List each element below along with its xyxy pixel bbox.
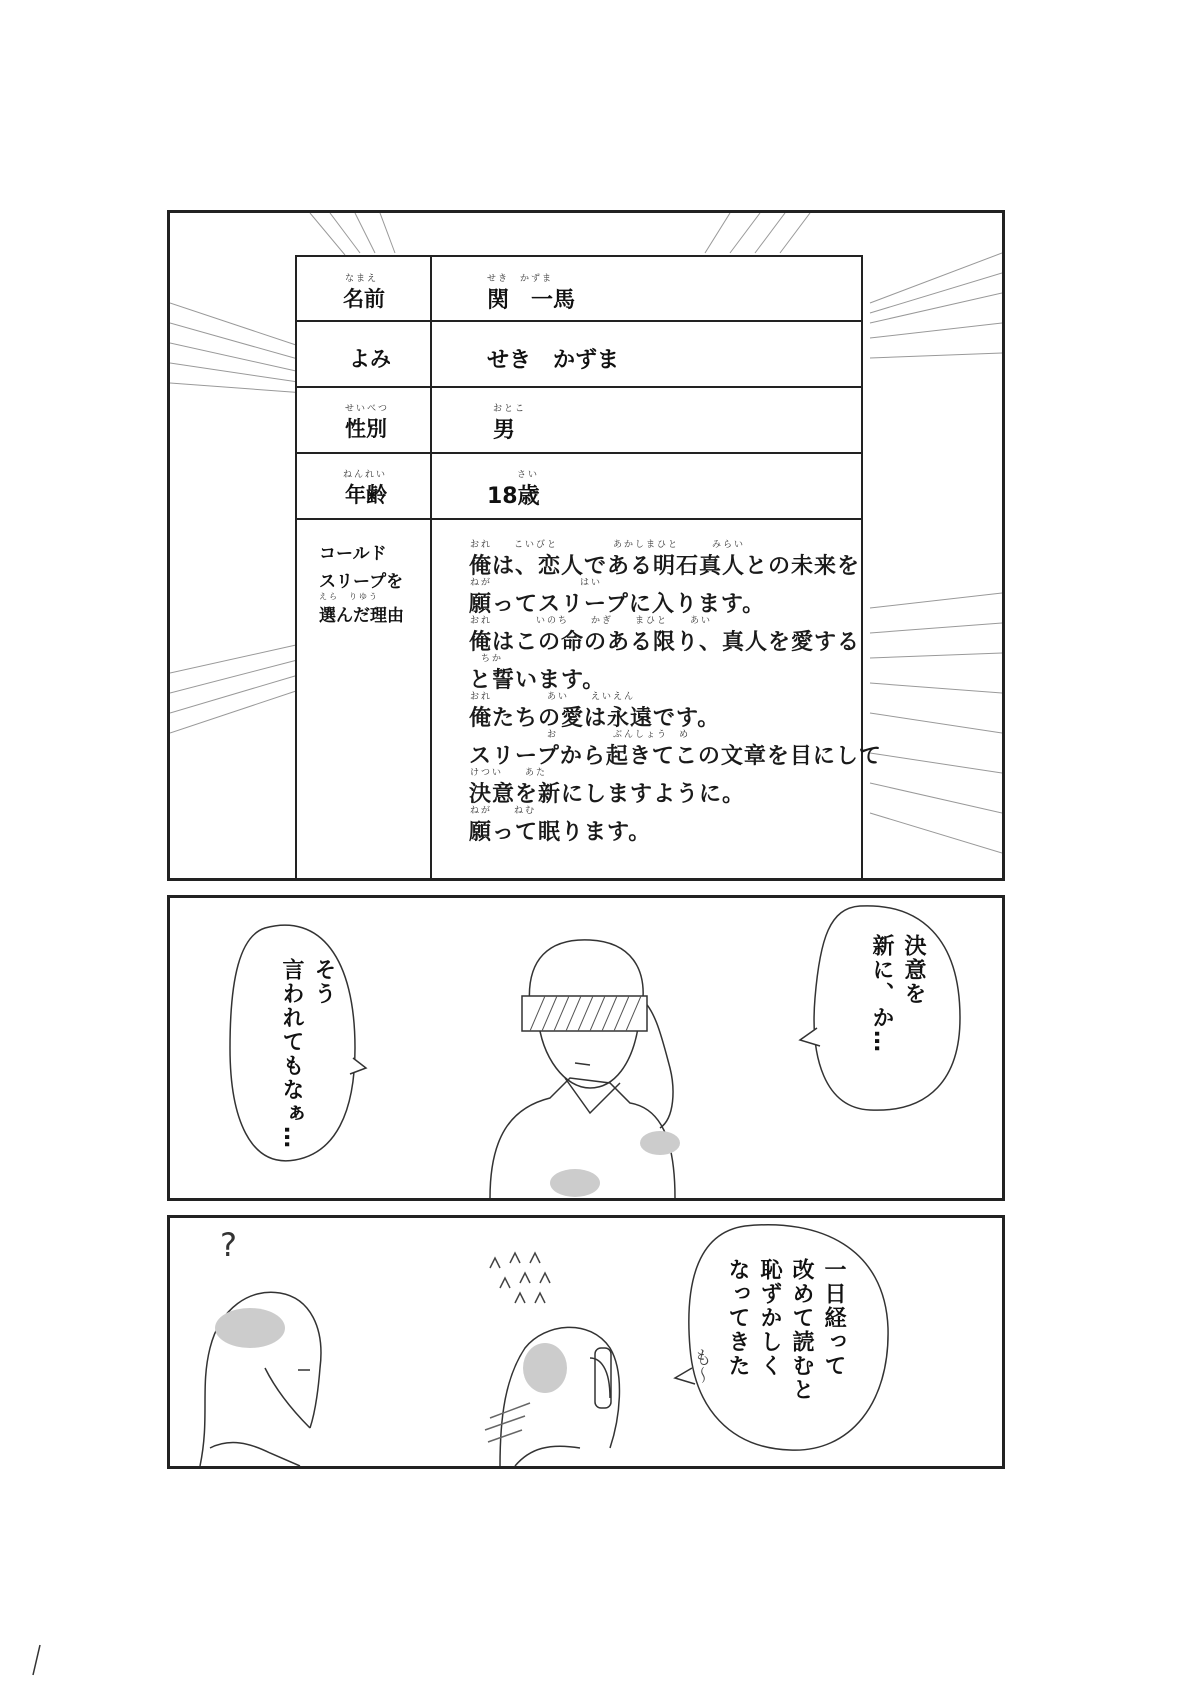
age-value: 18歳 [487,484,540,509]
question-mark: ? [220,1226,237,1264]
reason-label-line-1: コールド [319,544,387,564]
reason-line-8: 願って眠ります。 [469,820,652,845]
bubble-line-1: 一日経って [821,1258,846,1378]
reason-line-2: 願ってスリープに入ります。 [469,592,766,617]
reason-line-5: 俺たちの愛は永遠です。 [469,706,721,731]
bubble-line-2: 改めて読むと [789,1258,814,1402]
left-bubble-line-2: 言われてもなぁ… [279,958,304,1150]
age-label: 年齢 [345,483,387,507]
age-label-ruby: ねんれい [343,470,388,480]
reason-line-1: 俺は、恋人である明石真人との未来を [469,554,861,579]
reason-line-6: スリープから起きてこの文章を目にして [469,744,882,769]
reason-ruby-6: お ぶんしょう め [470,730,691,740]
gender-label-ruby: せいべつ [345,404,390,414]
reason-ruby-3: おれ いのち かぎ まひと あい [470,616,713,626]
name-label: 名前 [343,287,385,311]
right-bubble-line-1: 決意を [901,934,926,1006]
name-value: 関 一馬 [487,288,576,313]
stray-mark [28,1640,48,1680]
reason-ruby-5: おれ あい えいえん [470,692,636,702]
reason-line-7: 決意を新にしますように。 [469,782,746,807]
character-visor [490,940,675,1198]
age-value-ruby: さい [517,470,540,480]
gender-value-ruby: おとこ [493,404,527,414]
panel-profile [167,210,1005,881]
gender-value: 男 [493,418,516,443]
reason-label-line-3: 選んだ理由 [319,606,404,626]
panel-embarrassed [167,1215,1005,1469]
reason-ruby-4: ちか [470,654,504,664]
reason-ruby-7: けつい あた [470,768,548,778]
reading-value: せき かずま [487,348,620,373]
reason-line-4: と誓います。 [469,668,606,693]
reason-line-3: 俺はこの命のある限り、真人を愛する [469,630,861,655]
panel-visor [167,895,1005,1201]
reading-label: よみ [349,347,391,371]
gender-label: 性別 [345,417,387,441]
reason-label-line-2: スリープを [319,572,404,592]
name-value-ruby: せき かずま [487,274,554,284]
profile-table [295,255,882,880]
right-bubble-line-2: 新に、か… [869,934,894,1054]
reason-label-ruby: えら りゆう [319,592,379,601]
murmur-text: も～ [691,1348,712,1384]
reason-ruby-2: ねが はい [470,578,603,588]
bubble-line-3: 恥ずかしく [757,1258,782,1378]
reason-ruby-1: おれ こいびと あかしまひと みらい [470,540,746,550]
reason-ruby-8: ねが ねむ [470,806,537,816]
name-label-ruby: なまえ [345,274,379,284]
left-bubble-line-1: そう [311,958,336,1006]
bubble-line-4: なってきた [725,1258,750,1378]
